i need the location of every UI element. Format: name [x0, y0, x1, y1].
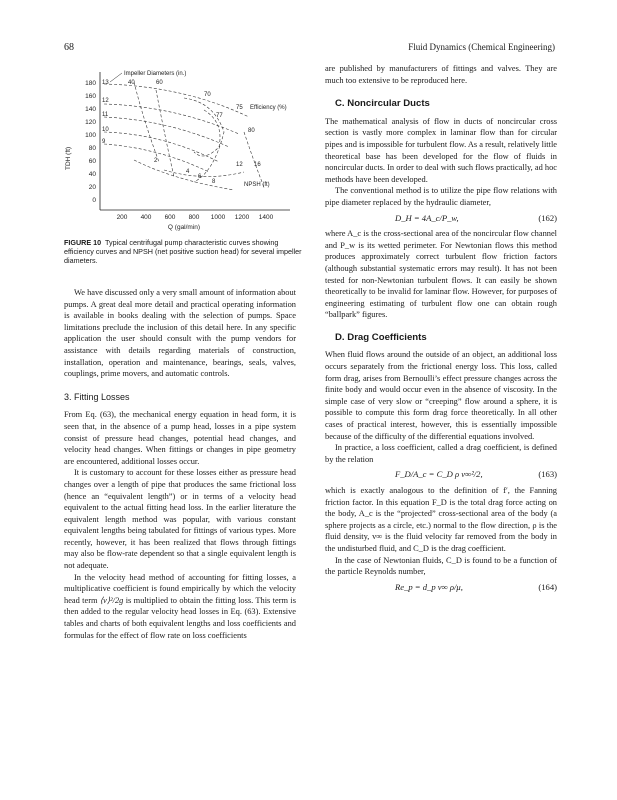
efficiency-curve-75: [184, 98, 224, 182]
paragraph: In practice, a loss coefficient, called a drag coefficient, is defined by the relation: [325, 443, 557, 464]
impeller-annotation: Impeller Diameters (in.): [124, 71, 187, 77]
label-9: 9: [102, 139, 106, 145]
paragraph-text: In the velocity head method of accounting for fitting losses, a multiplicative coefficient is found empirically by which the velocity head term: [64, 572, 296, 605]
x-tick: 400: [140, 214, 152, 221]
velocity-head-term: ⟨v⟩²/2g: [99, 595, 124, 605]
paragraph: In the case of Newtonian fluids, C_D is found to be a function of the particle Reynolds number,: [325, 555, 557, 577]
paragraph: From Eq. (63), the mechanical energy equation in head form, it is seen that, in the absence of a pump head, losses in a pipe system consist of pressure head changes, potential head changes, and velocity head changes. When fittings or changes in pipe geometry are encountered, additional losses occur.: [64, 410, 296, 466]
label-npsh-12: 12: [236, 162, 243, 168]
y-tick: 160: [85, 93, 96, 100]
equation-number: (162): [538, 212, 557, 223]
figure-caption: [64, 238, 304, 265]
y-tick: 20: [88, 184, 96, 191]
paragraph: We have discussed only a very small amount of information about pumps. A great deal more detail and practical operating information is available in books dealing with the selection of pumps. Space limitations preclude the inclusion of this detail here. In any specific application the user should consult with the pump vendors for assistance with details regarding materials of construction, installation, operation and maintenance, bearings, seals, valves, couplings, prime movers, and automatic controls.: [64, 288, 296, 379]
figure-caption-text: Typical centrifugal pump characteristic curves showing efficiency curves and NPSH (net positive suction head) for several impeller diameters.: [64, 238, 302, 265]
label-eff-40: 40: [128, 80, 135, 86]
equation-number: (164): [538, 581, 557, 592]
impeller-curve-12: [104, 104, 239, 134]
paragraph: are published by manufacturers of fittings and valves. They are much too extensive to be reproduced here.: [325, 64, 557, 85]
paragraph: where A_c is the cross-sectional area of the noncircular flow channel and P_w is its wetted perimeter. For Newtonian flows this method produces approximately correct turbulent flow friction factors (although substantial systematic errors may result). It has not been tested for non-Newtonian turbulent flows. It can easily be shown theoretically to be invalid for laminar flow. However, for purposes of engineering estimating of turbulent flow one can obtain rough “ballpark” figures.: [325, 229, 557, 320]
label-eff-70: 70: [204, 92, 211, 98]
y-tick: 100: [85, 132, 96, 139]
pump-chart: [64, 62, 304, 234]
equation: D_H = 4A_c/P_w,: [395, 212, 459, 223]
paragraph: It is customary to account for these losses either as pressure head changes over a length of pipe that produces the same frictional loss (hence an “equivalent length”) or in terms of a velocity head equivalent to the actual fitting head loss. In the earlier literature the equivalent length method was popular, with various constant equivalent lengths being tabulated for fittings of various types. More recently, however, it has been realized that flows through fittings may also be flow-rate dependent so that a single equivalent length is not adequate.: [64, 468, 296, 571]
y-tick: 0: [92, 197, 96, 204]
label-12: 12: [102, 98, 109, 104]
label-npsh-4: 4: [186, 169, 190, 175]
section-heading: 3. Fitting Losses: [64, 391, 130, 402]
impeller-curve-11: [104, 117, 229, 147]
running-title: Fluid Dynamics (Chemical Engineering): [408, 42, 555, 52]
x-tick: 1000: [210, 214, 226, 221]
label-13: 13: [102, 80, 109, 86]
efficiency-annotation: Efficiency (%): [250, 105, 287, 111]
efficiency-curve-80: [244, 132, 264, 187]
x-tick: 800: [188, 214, 200, 221]
x-tick: 1200: [234, 214, 250, 221]
equation: F_D/A_c = C_D ρ v∞²/2,: [395, 469, 483, 480]
impeller-curve-10: [104, 132, 219, 162]
equation-163: [325, 469, 557, 481]
paragraph: The mathematical analysis of flow in ducts of noncircular cross section is vastly more complex in laminar flow than for circular pipes and is impossible for turbulent flow. As a result, relatively little theoretical base has been developed for the flow of fluids in noncircular ducts. In order to deal with such flows practically, ad hoc methods have been developed.: [325, 116, 557, 184]
x-tick: 200: [116, 214, 128, 221]
label-eff-75: 75: [236, 105, 243, 111]
y-tick: 40: [88, 171, 96, 178]
npsh-curve-lower: [134, 160, 234, 190]
label-eff-77: 77: [216, 113, 223, 119]
equation-162: [325, 213, 557, 225]
paragraph: The conventional method is to utilize the pipe flow relations with pipe diameter replaced by the hydraulic diameter,: [325, 186, 557, 207]
y-tick: 120: [85, 119, 96, 126]
paragraph: which is exactly analogous to the definition of f′, the Fanning friction factor. In this equation F_D is the total drag force acting on the body, A_c is the “projected” cross-sectional area of the body (a sphere projects as a circle, etc.) normal to the flow direction, ρ is the fluid density, v∞ is the fluid velocity far removed from the body in the undisturbed fluid, and C_D is the drag coefficient.: [325, 486, 557, 553]
y-tick: 80: [88, 145, 96, 152]
x-tick: 600: [164, 214, 176, 221]
section-heading: C. Noncircular Ducts: [335, 98, 430, 110]
label-npsh-8: 8: [212, 179, 216, 185]
npsh-annotation: NPSH (ft): [244, 182, 270, 188]
npsh-curve-upper: [164, 170, 244, 177]
label-npsh-2: 2: [154, 158, 158, 164]
label-11: 11: [102, 112, 109, 118]
efficiency-curve-60: [156, 90, 174, 177]
y-tick: 180: [85, 80, 96, 87]
equation-number: (163): [538, 469, 557, 480]
label-eff-80: 80: [248, 128, 255, 134]
paragraph: When fluid flows around the outside of an object, an additional loss occurs separately from the frictional energy loss. This loss, called form drag, arises from Bernoulli’s effect pressure changes across the finite body and would occur even in the absence of viscosity. In the simple case of very slow or “creeping” flow around a sphere, it is possible to compute this form drag force theoretically. In all other cases of practical interest, however, this is essentially impossible because of the difficulty of the differential equations involved.: [325, 350, 557, 441]
section-heading: D. Drag Coefficients: [335, 331, 427, 343]
left-column: [64, 287, 296, 641]
y-tick: 140: [85, 106, 96, 113]
x-tick: 1400: [258, 214, 274, 221]
page-number: 68: [64, 42, 74, 53]
equation-164: [325, 582, 557, 594]
equation: Re_p = d_p v∞ ρ/μ,: [395, 581, 463, 592]
impeller-curve-13: [104, 84, 249, 117]
paragraph: [64, 572, 296, 642]
figure-label: FIGURE 10: [64, 238, 102, 247]
right-column: [325, 63, 557, 597]
label-npsh-6: 6: [198, 174, 202, 180]
y-axis-label: TDH (ft): [65, 146, 72, 170]
label-eff-60: 60: [156, 80, 163, 86]
label-npsh-16: 16: [254, 162, 261, 168]
paragraph-text: is multiplied to obtain the fitting loss. This term is then added to the regular velocity head losses in Eq. (63). Extensive tables and charts of both equivalent lengths and loss coefficients and formulas for the effect of flow rate on loss coefficients: [64, 595, 296, 640]
label-10: 10: [102, 127, 109, 133]
y-tick: 60: [88, 158, 96, 165]
x-axis-label: Q (gal/min): [167, 224, 201, 231]
